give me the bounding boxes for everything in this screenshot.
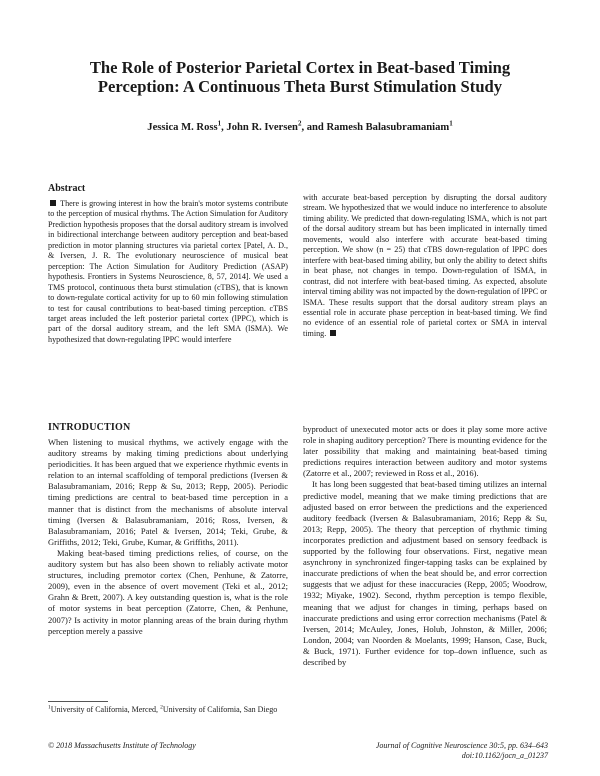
body-paragraph: byproduct of unexecuted motor acts or does it play some more active role in shaping auditory perception? There is mounting evidence for the later possibility that making and maintaining beat-based timing predictions requires interaction between auditory and motor systems (Zatorre et al., 2007; reviewed in Ross et al., 2016). [303,424,547,479]
body-paragraph: It has long been suggested that beat-based timing utilizes an internal predictive model, meaning that we make timing predictions that are adjusted based on error between the predictions and the experienced auditory feedback (Iversen & Balasubramaniam, 2016; Repp & Su, 2013; Repp, 2005). The theory that perception of rhythmic timing incorporates prediction and adjustment based on sensory feedback is supported by the following four observations. First, negative mean asynchrony in synchronized finger-tapping tasks can be explained by inaccurate predictions of when the beat should be, and error correction suggests that we adjust for these inaccuracies (Repp, 2005; Woodrow, 1932; Miyake, 1902). Second, rhythm perception is tempo flexible, meaning that we adjust for changes in timing, perhaps based on inaccurate predictions and using error correction mechanisms (Patel & Iversen, 2014; McAuley, Jones, Holub, Johnston, & Miller, 2006; London, 2004; van Noorden & Moelants, 1999; Hanson, Case, Buck, & Buck, 1971). Further evidence for top–down influence, such as described by [303,479,547,667]
abstract-text-right: with accurate beat-based perception by disrupting the dorsal auditory stream. We hypothesized that we would induce no interference to absolute timing ability. We predicted that down-regulating lSMA, which is not part of the dorsal auditory stream but has been implicated in internally timed movements, would also interfere with accurate beat-based timing perception. We show (n = 25) that cTBS down-regulation of lPPC does interfere with beat-based timing ability, but only the ability to detect shifts in beat phase, not changes in tempo. Down-regulation of lSMA, in contrast, did not interfere with beat-based timing. As expected, absolute interval timing ability was not impacted by the down-regulation of lPPC or lSMA. These results support that the dorsal auditory stream plays an essential role in accurate phase perception in beat-based timing. We find no evidence of an essential role of parietal cortex or SMA in interval timing. [303,193,547,338]
abstract-right-column [303,193,547,339]
footnote-mark: 1 [48,704,51,711]
author-affiliation-mark: 1 [217,119,222,128]
abstract-left-column [48,199,288,345]
abstract-heading: Abstract [48,183,86,194]
author-name: Jessica M. Ross [147,122,218,133]
abstract-start-square-icon [50,200,56,206]
article-title [40,58,560,96]
copyright-notice: © 2018 Massachusetts Institute of Technology [48,741,196,750]
author-affiliation-mark: 1 [449,119,453,128]
title-line-1: The Role of Posterior Parietal Cortex in Beat-based Timing [89,58,511,77]
body-left-column [48,437,288,637]
journal-citation [288,741,548,761]
affiliation-footnote [48,705,288,715]
author-affiliation-mark: 2 [297,119,302,128]
doi-line: doi:10.1162/jocn_a_01237 [461,751,548,760]
author-name: Ramesh Balasubramaniam [326,122,450,133]
footnote-text: University of California, San Diego [162,705,278,714]
body-paragraph: Making beat-based timing predictions relies, of course, on the auditory system but has also been shown to reliably activate motor structures, including premotor cortex (Chen, Penhune, & Zatorre, 2009), even in the absence of overt movement (Teki et al., 2012; Grahn & Brett, 2007). A key outstanding question is, what is the role of motor systems in beat perception (Zatorre, Chen, & Penhune, 2007)? Is activity in motor planning areas of the brain during rhythm perception merely a passive [48,547,288,636]
body-paragraph: When listening to musical rhythms, we actively engage with the auditory streams by making timing predictions about underlying periodicities. It has been argued that we experience rhythmic events in relation to an internal scaffolding of temporal predictions (Iversen & Balasubramaniam, 2016; Repp & Su, 2013; Repp, 2005). Periodic timing predictions are central to beat-based time perception in a manner that is distinct from the mechanisms of absolute interval timing (Iversen & Balasubramaniam, 2016; Ross, Iversen, & Balasubramaniam, 2016; Patel & Iversen, 2014; Teki, Grube, & Griffiths, 2012; Teki, Grube, Kumar, & Griffiths, 2011). [48,437,288,547]
abstract-text-left: There is growing interest in how the brain's motor systems contribute to the perception of musical rhythms. The Action Simulation for Auditory Prediction hypothesis proposes that the dorsal auditory stream is involved in bidirectional interchange between auditory perception and beat-based prediction in motor planning structures via parietal cortex [Patel, A. D., & Iversen, J. R. The evolutionary neuroscience of musical beat perception: The Action Simulation for Auditory Prediction (ASAP) hypothesis. Frontiers in Systems Neuroscience, 8, 57, 2014]. We used a TMS protocol, continuous theta burst stimulation (cTBS), that is known to down-regulate cortical activity for up to 60 min following stimulation to test for causal contributions to beat-based timing perception. cTBS target areas included the left posterior parietal cortex (lPPC), which is part of the dorsal auditory stream, and the left SMA (lSMA). We hypothesized that down-regulating lPPC would interfere [48,199,288,344]
author-list [40,121,560,135]
footnote-text: University of California, Merced, [50,705,161,714]
journal-line: Journal of Cognitive Neuroscience 30:5, pp. 634–643 [375,741,548,750]
author-separator: , and [301,122,327,133]
introduction-heading: INTRODUCTION [48,422,131,433]
abstract-end-square-icon [330,330,336,336]
body-right-column [303,424,547,668]
footnote-mark: 2 [160,704,163,711]
title-line-2: Perception: A Continuous Theta Burst Stimulation Study [97,77,503,96]
footnote-rule [48,701,108,702]
author-name: John R. Iversen [226,122,298,133]
author-separator: , [221,122,227,133]
